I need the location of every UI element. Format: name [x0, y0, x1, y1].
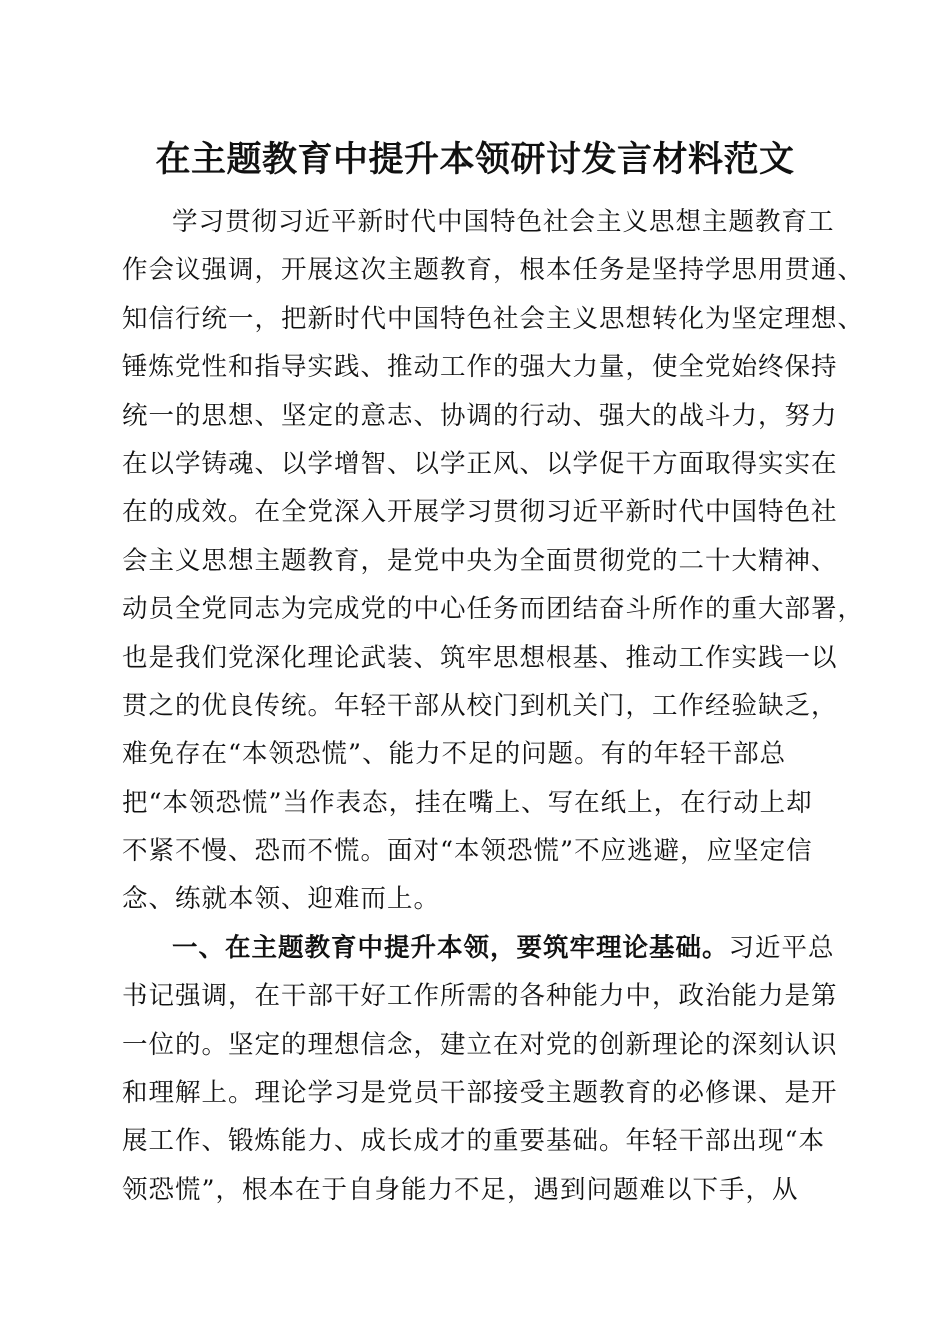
- section-heading: 一、在主题教育中提升本领，要筑牢理论基础。: [172, 932, 729, 963]
- text-line: 也是我们党深化理论武装、筑牢思想根基、推动工作实践一以: [122, 642, 838, 673]
- text-line: 锤炼党性和指导实践、推动工作的强大力量，使全党始终保持: [122, 352, 838, 383]
- text-line: 念、练就本领、迎难而上。: [122, 884, 441, 915]
- text-line: 在的成效。在全党深入开展学习贯彻习近平新时代中国特色社: [122, 497, 838, 528]
- text-line: 贯之的优良传统。年轻干部从校门到机关门，工作经验缺乏，: [122, 690, 838, 721]
- document-body: [122, 198, 865, 1214]
- text-line: 知信行统一，把新时代中国特色社会主义思想转化为坚定理想、: [122, 303, 865, 334]
- text-run: 习近平总: [728, 932, 835, 963]
- text-line: 在以学铸魂、以学增智、以学正风、以学促干方面取得实实在: [122, 448, 838, 479]
- text-line: 作会议强调，开展这次主题教育，根本任务是坚持学思用贯通、: [122, 255, 865, 286]
- text-line: 领恐慌”，根本在于自身能力不足，遇到问题难以下手，从: [122, 1174, 799, 1205]
- text-line: [122, 924, 852, 972]
- text-line: 会主义思想主题教育，是党中央为全面贯彻党的二十大精神、: [122, 545, 838, 576]
- paragraph-intro: [122, 198, 865, 924]
- text-line: 难免存在“本领恐慌”、能力不足的问题。有的年轻干部总: [122, 739, 787, 770]
- document-title: 在主题教育中提升本领研讨发言材料范文: [155, 139, 795, 180]
- text-line: 书记强调，在干部干好工作所需的各种能力中，政治能力是第: [122, 981, 838, 1012]
- paragraph-section-1: [122, 924, 852, 1214]
- text-line: 把“本领恐慌”当作表态，挂在嘴上、写在纸上，在行动上却: [122, 787, 813, 818]
- text-line: 不紧不慢、恐而不慌。面对“本领恐慌”不应逃避，应坚定信: [122, 836, 813, 867]
- text-line: 动员全党同志为完成党的中心任务而团结奋斗所作的重大部署，: [122, 594, 865, 625]
- text-line: 一位的。坚定的理想信念，建立在对党的创新理论的深刻认识: [122, 1029, 838, 1060]
- text-line: 统一的思想、坚定的意志、协调的行动、强大的战斗力，努力: [122, 400, 838, 431]
- text-line: 和理解上。理论学习是党员干部接受主题教育的必修课、是开: [122, 1078, 838, 1109]
- text-line: 学习贯彻习近平新时代中国特色社会主义思想主题教育工: [172, 207, 835, 237]
- text-line: 展工作、锻炼能力、成长成才的重要基础。年轻干部出现“本: [122, 1126, 826, 1157]
